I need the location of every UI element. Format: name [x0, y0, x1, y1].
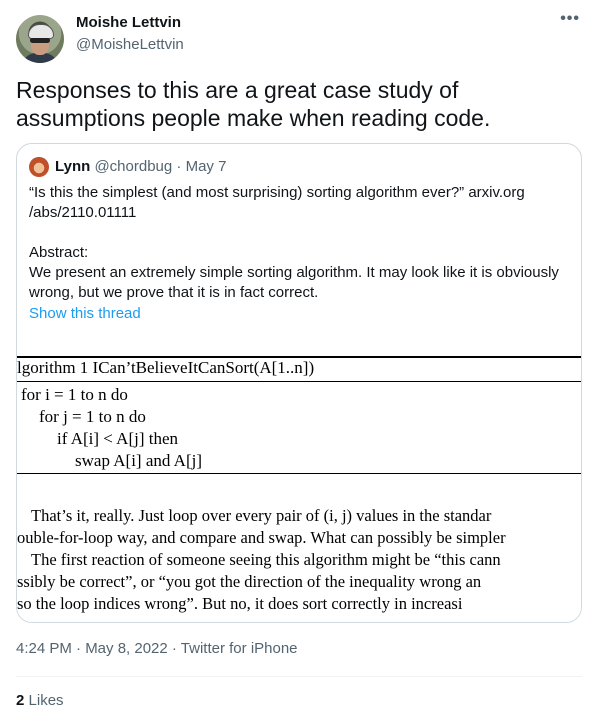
- algorithm-line-1: for i = 1 to n do: [21, 385, 128, 404]
- tweet-text: Responses to this are a great case study of assumptions people make when reading code.: [16, 77, 491, 131]
- paper-paragraph-line-2: ouble-for-loop way, and compare and swap. What can possibly be simpler: [17, 528, 506, 547]
- paper-paragraph-line-3: The first reaction of someone seeing this algorithm might be “this cann: [31, 550, 501, 569]
- quote-author-handle: @chordbug: [94, 158, 173, 175]
- show-thread-link[interactable]: Show this thread: [29, 305, 141, 322]
- avatar-helmet: [28, 24, 54, 39]
- more-options-icon[interactable]: •••: [560, 10, 580, 27]
- quote-date: · May 7: [176, 158, 227, 175]
- tweet-timestamp[interactable]: 4:24 PM · May 8, 2022 · Twitter for iPhone: [16, 640, 298, 657]
- avatar-glasses: [30, 38, 50, 43]
- algorithm-title: lgorithm 1 ICan’tBelieveItCanSort(A[1..n]): [17, 358, 315, 377]
- algorithm-header-rule: [17, 381, 581, 382]
- quote-author-name: Lynn: [55, 158, 91, 175]
- quoted-tweet[interactable]: [16, 143, 582, 623]
- abstract-text: We present an extremely simple sorting algorithm. It may look like it is obviously wrong, but we prove that it is in fact correct.: [29, 264, 559, 301]
- quote-line-1: “Is this the simplest (and most surprising) sorting algorithm ever?” arxiv.org: [29, 184, 525, 201]
- paper-paragraph-line-4: ssibly be correct”, or “you got the direction of the inequality wrong an: [17, 572, 482, 591]
- quote-line-2: /abs/2110.01111: [29, 204, 137, 221]
- paper-paragraph-line-1: That’s it, really. Just loop over every pair of (i, j) values in the standar: [31, 506, 492, 525]
- algorithm-bottom-rule: [17, 473, 581, 474]
- quote-header: [55, 158, 226, 175]
- algorithm-line-3: if A[i] < A[j] then: [57, 429, 179, 448]
- author-avatar[interactable]: [16, 15, 64, 63]
- likes-count[interactable]: [16, 692, 64, 709]
- likes-number: 2: [16, 692, 25, 709]
- paper-paragraph-line-5: so the loop indices wrong”. But no, it does sort correctly in increasi: [17, 594, 463, 613]
- paper-screenshot-image[interactable]: [17, 342, 581, 622]
- likes-label: Likes: [28, 692, 64, 709]
- stats-divider: [16, 676, 582, 677]
- author-name[interactable]: Moishe Lettvin: [76, 14, 182, 31]
- abstract-label: Abstract:: [29, 244, 89, 261]
- quote-body: [29, 183, 569, 303]
- quote-author-avatar: [29, 157, 49, 177]
- author-handle[interactable]: @MoisheLettvin: [76, 36, 184, 53]
- algorithm-line-4: swap A[i] and A[j]: [75, 451, 203, 470]
- algorithm-line-2: for j = 1 to n do: [39, 407, 146, 426]
